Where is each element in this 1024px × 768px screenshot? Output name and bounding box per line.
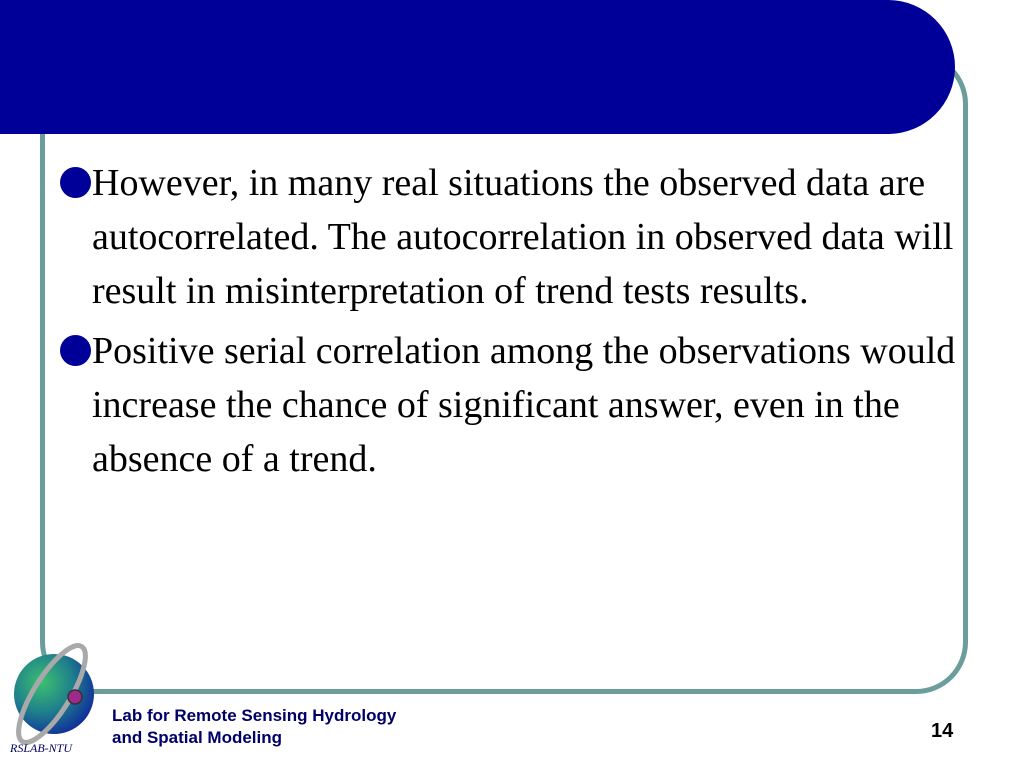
bullet-icon [60, 335, 91, 366]
bullet-text: However, in many real situations the observed data are autocorrelated. The autocorrelation in observed data will result in misinterpretation of trend tests results. [92, 162, 954, 312]
footer-lab-name [112, 705, 396, 749]
bullet-list [58, 156, 963, 492]
bullet-text: Positive serial correlation among the observations would increase the chance of significant answer, even in the absence of a trend. [92, 330, 956, 480]
footer-line-1: Lab for Remote Sensing Hydrology [112, 706, 397, 725]
bullet-icon [60, 167, 91, 198]
bullet-item [58, 156, 963, 318]
globe-orbit-logo-icon [2, 636, 102, 746]
page-number: 14 [931, 720, 954, 742]
title-banner [0, 0, 955, 134]
logo-caption: RSLAB-NTU [10, 741, 73, 755]
footer-line-2: and Spatial Modeling [112, 728, 283, 747]
bullet-item [58, 324, 963, 486]
